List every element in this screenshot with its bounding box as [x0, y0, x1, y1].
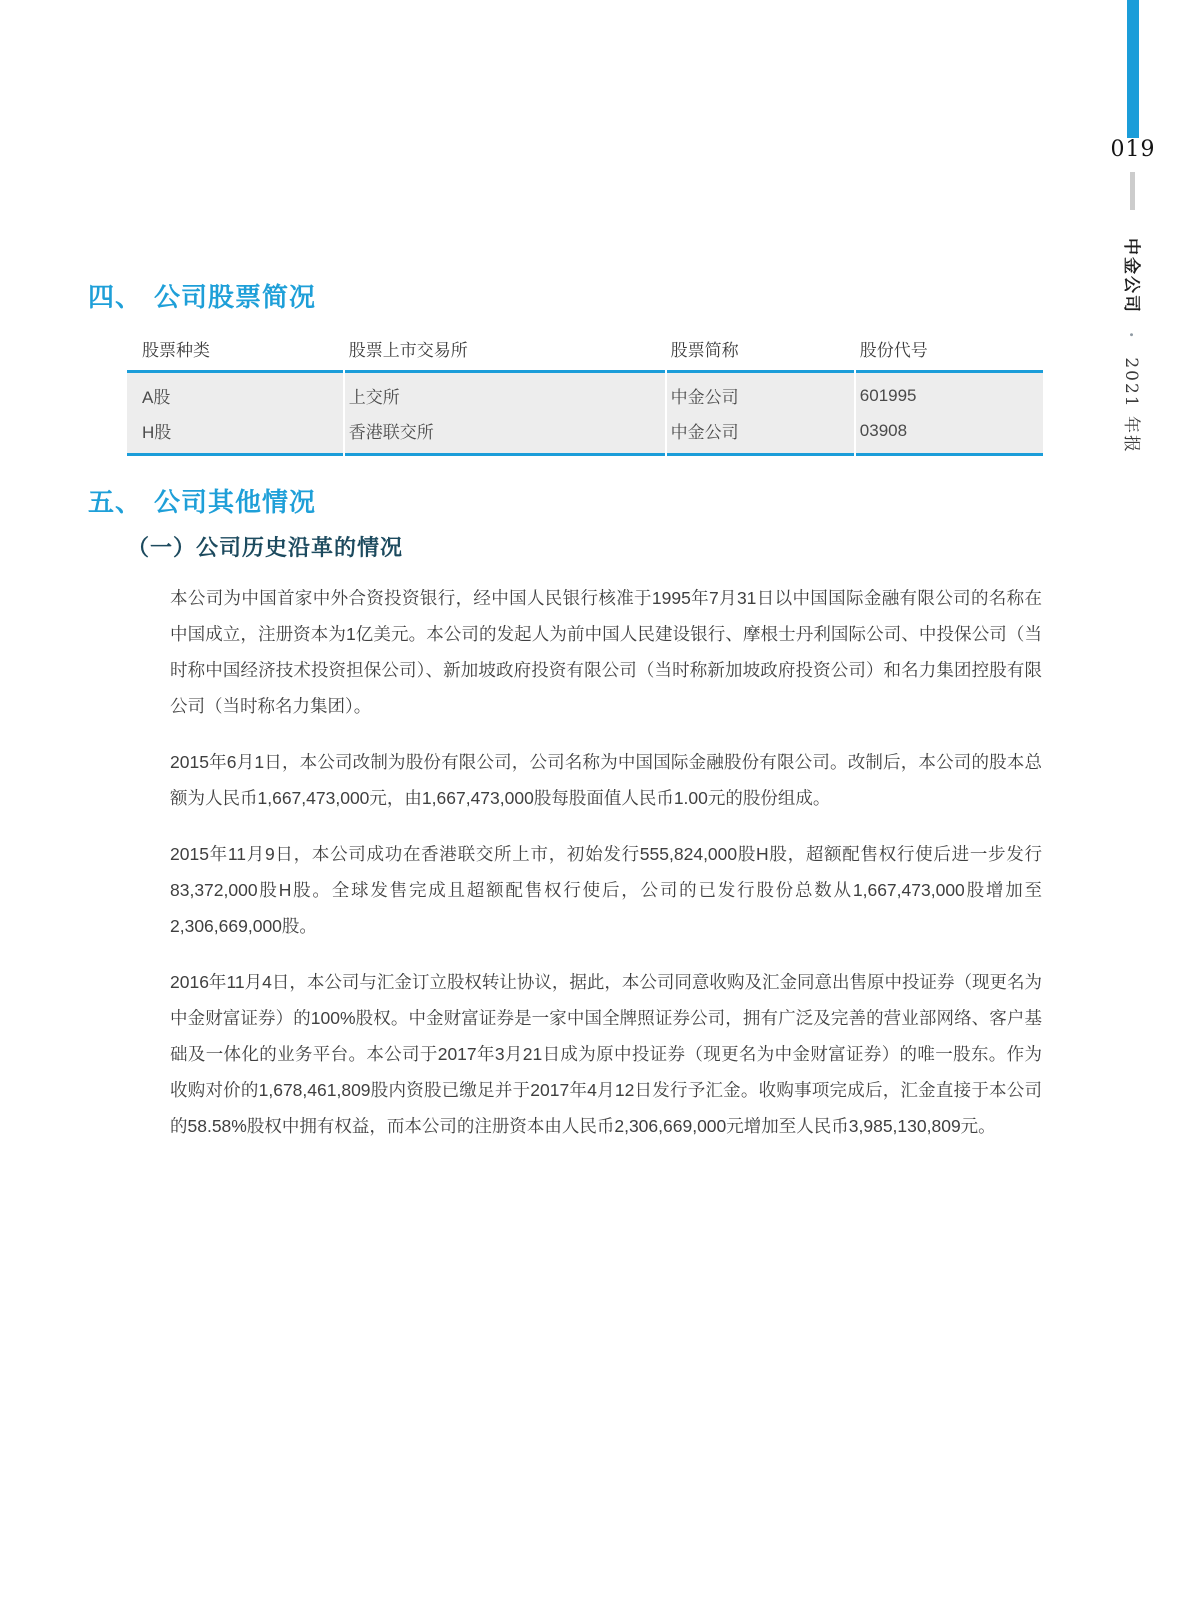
cell-stock-code: 03908 — [856, 413, 1043, 456]
section-5-heading — [88, 482, 1042, 519]
section-4-number: 四、 — [88, 282, 143, 312]
section-4-title: 公司股票简况 — [154, 282, 317, 312]
cell-short-name: 中金公司 — [667, 373, 854, 413]
table-row-h-share — [127, 413, 1043, 456]
subsection-1-label: （一） — [127, 535, 197, 560]
history-paragraphs — [170, 580, 1042, 1144]
sidebar-year: 2021 年报 — [1121, 357, 1141, 454]
subsection-1-heading — [127, 531, 1042, 562]
section-4-heading — [88, 277, 1042, 314]
cell-exchange: 上交所 — [345, 373, 665, 413]
cell-exchange: 香港联交所 — [345, 413, 665, 456]
paragraph-huijin-2016: 2016年11月4日，本公司与汇金订立股权转让协议，据此，本公司同意收购及汇金同意出售原中投证券（现更名为中金财富证券）的100%股权。中金财富证券是一家中国全牌照证券公司，拥有广泛及完善的营业部网络、客户基础及一体化的业务平台。本公司于2017年3月21日成为原中投证券（现更名为中金财富证券）的唯一股东。作为收购对价的1,678,461,809股内资股已缴足并于2017年4月12日发行予汇金。收购事项完成后，汇金直接于本公司的58.58%股权中拥有权益，而本公司的注册资本由人民币2,306,669,000元增加至人民币3,985,130,809元。 — [170, 972, 1042, 1136]
stock-overview-table — [125, 330, 1045, 456]
sidebar-separator-dot: • — [1125, 332, 1137, 339]
paragraph-restructuring-2015: 2015年6月1日，本公司改制为股份有限公司，公司名称为中国国际金融股份有限公司。改制后，本公司的股本总额为人民币1,667,473,000元，由1,667,473,000股每股面值人民币1.00元的股份组成。 — [170, 752, 1042, 808]
section-5-title: 公司其他情况 — [154, 487, 317, 517]
cell-stock-type: A股 — [127, 373, 343, 413]
col-header-stock-code: 股份代号 — [856, 330, 1043, 373]
table-row-a-share — [127, 373, 1043, 413]
paragraph-founding: 本公司为中国首家中外合资投资银行，经中国人民银行核准于1995年7月31日以中国国际金融有限公司的名称在中国成立，注册资本为1亿美元。本公司的发起人为前中国人民建设银行、摩根士丹利国际公司、中投保公司（当时称中国经济技术投资担保公司）、新加坡政府投资有限公司（当时称新加坡政府投资公司）和名力集团控股有限公司（当时称名力集团）。 — [170, 588, 1042, 716]
col-header-short-name: 股票简称 — [667, 330, 854, 373]
page-number: 019 — [1110, 137, 1156, 162]
section-5-number: 五、 — [88, 487, 143, 517]
cell-stock-code: 601995 — [856, 373, 1043, 413]
col-header-stock-type: 股票种类 — [127, 330, 343, 373]
cell-short-name: 中金公司 — [667, 413, 854, 456]
paragraph-hk-listing-2015: 2015年11月9日，本公司成功在香港联交所上市，初始发行555,824,000股H股，超额配售权行使后进一步发行83,372,000股H股。全球发售完成且超额配售权行使后，公司的已发行股份总数从1,667,473,000股增加至2,306,669,000股。 — [170, 844, 1042, 936]
subsection-1-title: 公司历史沿革的情况 — [196, 535, 404, 560]
cell-stock-type: H股 — [127, 413, 343, 456]
col-header-exchange: 股票上市交易所 — [345, 330, 665, 373]
sidebar-brand: 中金公司 — [1122, 238, 1141, 314]
table-header-row — [127, 330, 1043, 373]
